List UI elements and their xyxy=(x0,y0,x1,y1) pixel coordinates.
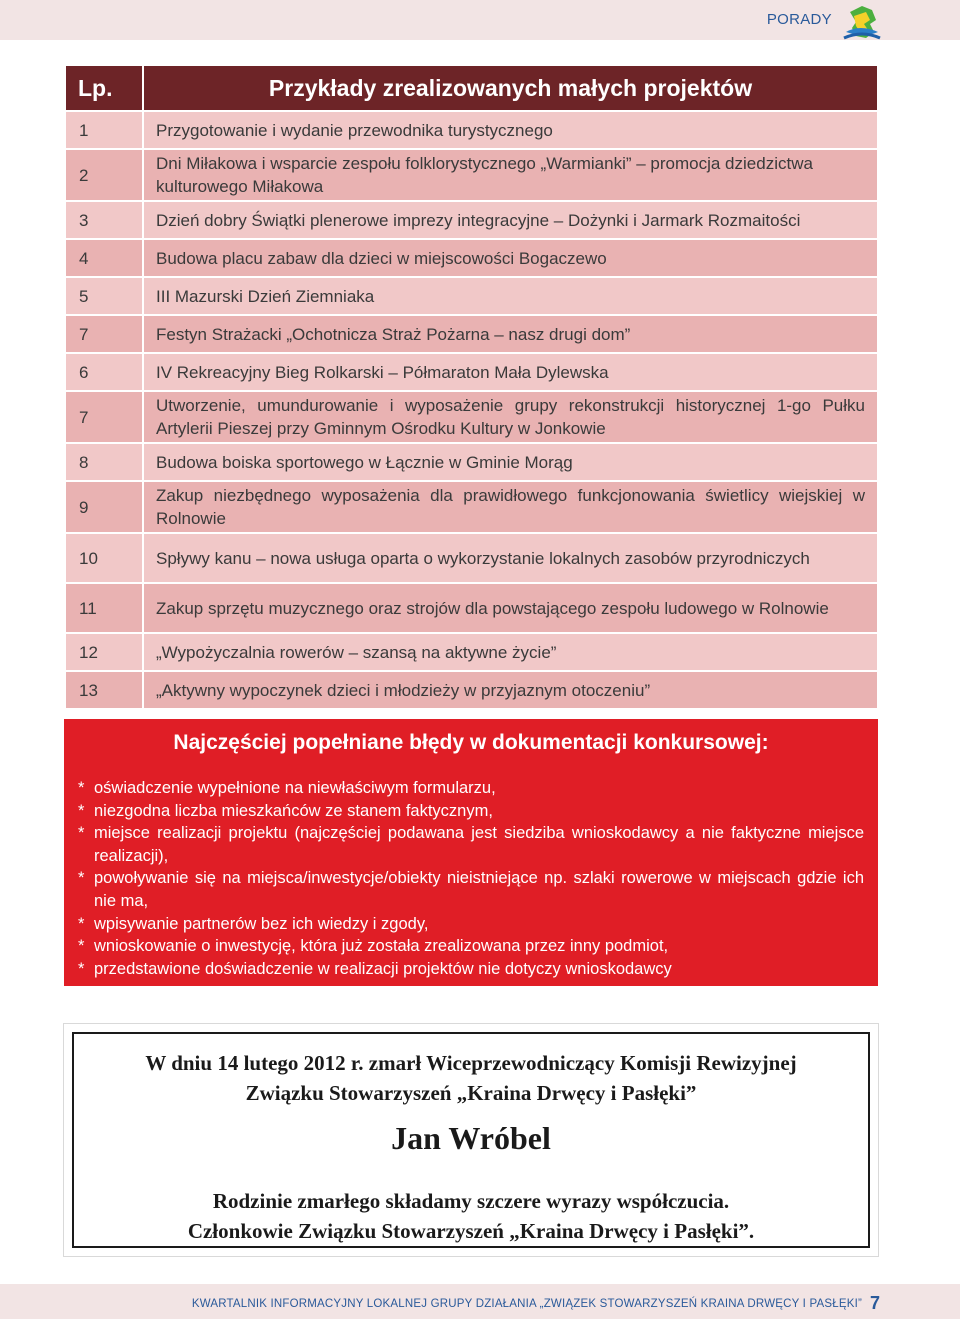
common-errors-box xyxy=(64,719,878,986)
table-row xyxy=(65,353,878,391)
row-number: 7 xyxy=(65,315,143,353)
bullet: * xyxy=(78,779,85,797)
region-logo-icon xyxy=(842,2,882,46)
table-row xyxy=(65,533,878,583)
notice-frame xyxy=(72,1032,870,1248)
row-text: III Mazurski Dzień Ziemniaka xyxy=(143,277,878,315)
projects-table xyxy=(64,64,879,710)
table-row xyxy=(65,481,878,533)
row-number: 5 xyxy=(65,277,143,315)
table-row xyxy=(65,201,878,239)
row-text: IV Rekreacyjny Bieg Rolkarski – Półmaraton Mała Dylewska xyxy=(143,353,878,391)
row-number: 8 xyxy=(65,443,143,481)
row-number: 10 xyxy=(65,533,143,583)
bullet: * xyxy=(78,959,85,978)
notice-line: Rodzinie zmarłego składamy szczere wyrazy współczucia. xyxy=(212,1189,730,1213)
notice-person-name: Jan Wróbel xyxy=(391,1120,551,1156)
row-text: Przygotowanie i wydanie przewodnika turystycznego xyxy=(143,111,878,149)
bullet: * xyxy=(78,869,85,888)
error-text: niezgodna liczba mieszkańców ze stanem faktycznym, xyxy=(94,801,493,820)
errors-list xyxy=(78,777,864,980)
row-text: Zakup sprzętu muzycznego oraz strojów dla powstającego zespołu ludowego w Rolnowie xyxy=(143,583,878,633)
row-text: Dni Miłakowa i wsparcie zespołu folklorystycznego „Warmianki” – promocja dziedzictwa kulturowego Miłakowa xyxy=(143,149,878,201)
error-text: powoływanie się na miejsca/inwestycje/obiekty nieistniejące np. szlaki rowerowe w miejscach gdzie ich nie ma, xyxy=(94,869,864,910)
row-text: Dzień dobry Świątki plenerowe imprezy integracyjne – Dożynki i Jarmark Rozmaitości xyxy=(143,201,878,239)
notice-line: Związku Stowarzyszeń „Kraina Drwęcy i Pasłęki” xyxy=(245,1081,697,1105)
row-text: „Aktywny wypoczynek dzieci i młodzieży w przyjaznym otoczeniu” xyxy=(143,671,878,709)
row-number: 2 xyxy=(65,149,143,201)
table-row xyxy=(65,239,878,277)
bullet: * xyxy=(78,824,85,843)
bullet: * xyxy=(78,937,85,956)
row-number: 13 xyxy=(65,671,143,709)
list-item xyxy=(78,777,864,800)
obituary-notice xyxy=(64,1024,878,1256)
table-row xyxy=(65,277,878,315)
bullet: * xyxy=(78,801,85,820)
row-text: Utworzenie, umundurowanie i wyposażenie grupy rekonstrukcji historycznej 1-go Pułku Artylerii Pieszej przy Gminnym Ośrodku Kultury w Jonkowie xyxy=(143,391,878,443)
list-item xyxy=(78,867,864,912)
row-text: „Wypożyczalnia rowerów – szansą na aktywne życie” xyxy=(143,633,878,671)
list-item xyxy=(78,800,864,823)
notice-announcement xyxy=(74,1048,868,1108)
section-label: PORADY xyxy=(766,11,832,28)
error-text: miejsce realizacji projektu (najczęściej podawana jest siedziba wnioskodawcy a nie faktyczne miejsce realizacji), xyxy=(94,824,864,865)
notice-line: W dniu 14 lutego 2012 r. zmarł Wiceprzewodniczący Komisji Rewizyjnej xyxy=(145,1051,797,1075)
list-item xyxy=(78,913,864,936)
list-item xyxy=(78,822,864,867)
table-row xyxy=(65,633,878,671)
table-row xyxy=(65,149,878,201)
list-item xyxy=(78,935,864,958)
row-number: 12 xyxy=(65,633,143,671)
column-header-lp: Lp. xyxy=(65,65,143,111)
row-number: 7 xyxy=(65,391,143,443)
row-number: 1 xyxy=(65,111,143,149)
error-text: oświadczenie wypełnione na niewłaściwym formularzu, xyxy=(94,779,496,797)
notice-line: Członkowie Związku Stowarzyszeń „Kraina Drwęcy i Pasłęki”. xyxy=(187,1219,755,1243)
row-number: 6 xyxy=(65,353,143,391)
errors-title: Najczęściej popełniane błędy w dokumentacji konkursowej: xyxy=(173,731,769,754)
notice-condolences xyxy=(74,1186,868,1246)
table-row xyxy=(65,315,878,353)
table-row xyxy=(65,583,878,633)
error-text: wnioskowanie o inwestycję, która już została zrealizowana przez inny podmiot, xyxy=(94,937,669,956)
row-number: 9 xyxy=(65,481,143,533)
row-number: 11 xyxy=(65,583,143,633)
bullet: * xyxy=(78,914,85,933)
row-text: Zakup niezbędnego wyposażenia dla prawidłowego funkcjonowania świetlicy wiejskiej w Rolnowie xyxy=(143,481,878,533)
row-number: 3 xyxy=(65,201,143,239)
row-text: Spływy kanu – nowa usługa oparta o wykorzystanie lokalnych zasobów przyrodniczych xyxy=(143,533,878,583)
page-number: 7 xyxy=(869,1293,880,1313)
list-item xyxy=(78,958,864,981)
row-number: 4 xyxy=(65,239,143,277)
column-header-projects: Przykłady zrealizowanych małych projektów xyxy=(143,65,878,111)
table-row xyxy=(65,391,878,443)
table-row xyxy=(65,111,878,149)
error-text: przedstawione doświadczenie w realizacji projektów nie dotyczy wnioskodawcy xyxy=(94,959,672,978)
row-text: Festyn Strażacki „Ochotnicza Straż Pożarna – nasz drugi dom” xyxy=(143,315,878,353)
row-text: Budowa boiska sportowego w Łącznie w Gminie Morąg xyxy=(143,443,878,481)
footer-publication-title: KWARTALNIK INFORMACYJNY LOKALNEJ GRUPY DZIAŁANIA „ZWIĄZEK STOWARZYSZEŃ KRAINA DRWĘCY I PASŁĘKI” xyxy=(191,1298,862,1310)
table-row xyxy=(65,443,878,481)
table-row xyxy=(65,671,878,709)
error-text: wpisywanie partnerów bez ich wiedzy i zgody, xyxy=(94,914,429,933)
row-text: Budowa placu zabaw dla dzieci w miejscowości Bogaczewo xyxy=(143,239,878,277)
